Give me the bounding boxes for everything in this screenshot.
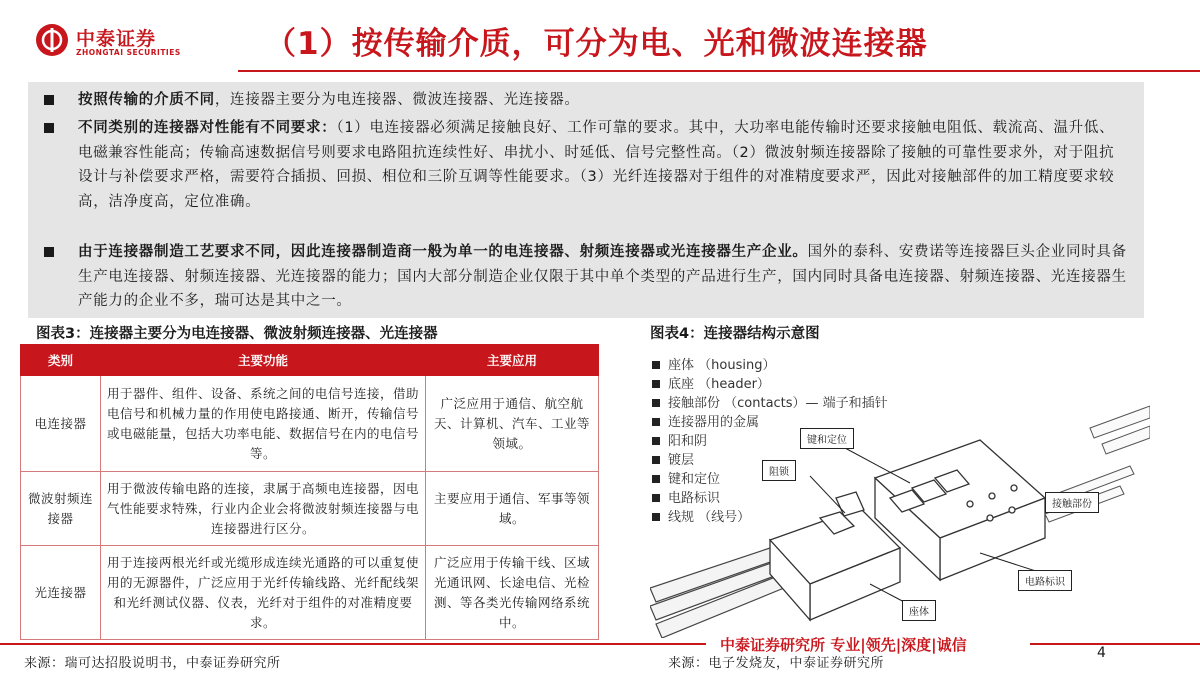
header-divider — [238, 70, 1200, 72]
legend-item: 底座 （header） — [652, 373, 770, 392]
row-category: 电连接器 — [21, 376, 101, 472]
page-title: （1）按传输介质，可分为电、光和微波连接器 — [265, 26, 928, 62]
row-category: 光连接器 — [21, 546, 101, 640]
logo-emblem-icon — [36, 24, 68, 56]
figure4-source: 来源：电子发烧友，中泰证券研究所 — [668, 656, 885, 671]
summary-bullet-3 — [44, 240, 1128, 314]
legend-square-icon — [652, 513, 660, 521]
bullet-2-text: （1）电连接器必须满足接触良好、工作可靠的要求。其中，大功率电能传输时还要求接触电阻低、载流高、温升低、电磁兼容性能高；传输高速数据信号则要求电路阻抗连续性好、串扰小、时延低、信号完整性高。（2）微波射频连接器除了接触的可靠性要求外，对于阻抗设计与补偿要求严格，需要符合插损、回损、相位和三阶互调等性能要求。（3）光纤连接器对于组件的对准精度要求严，因此对接触部件的加工精度要求较高，洁净度高，定位准确。 — [78, 120, 1115, 210]
legend-item: 座体 （housing） — [652, 354, 775, 373]
legend-square-icon — [652, 437, 660, 445]
bullet-1-bold: 按照传输的介质不同 — [78, 92, 215, 108]
summary-bullet-2 — [44, 116, 1128, 214]
summary-bullet-1 — [44, 88, 1128, 113]
summary-box — [28, 82, 1144, 318]
logo-text-en: ZHONGTAI SECURITIES — [76, 48, 181, 57]
callout-contacts: 接触部份 — [1045, 492, 1099, 513]
row-application: 广泛应用于传输干线、区域光通讯网、长途电信、光检测、等各类光传输网络系统中。 — [426, 546, 599, 640]
table-row — [21, 546, 599, 640]
row-application: 主要应用于通信、军事等领域。 — [426, 472, 599, 546]
bullet-3-text: 国外的泰科、安费诺等连接器巨头企业同时具备生产电连接器、射频连接器、光连接器的能力；国内大部分制造企业仅限于其中单个类型的产品进行生产，国内同时具备电连接器、射频连接器、光连接器生产能力的企业不多，瑞可达是其中之一。 — [78, 244, 1127, 309]
logo — [36, 24, 206, 62]
callout-circuit: 电路标识 — [1018, 570, 1072, 591]
bullet-2-bold: 不同类别的连接器对性能有不同要求： — [78, 120, 337, 136]
table-header-row — [21, 345, 599, 376]
legend-square-icon — [652, 418, 660, 426]
legend-item: 镀层 — [652, 449, 694, 468]
row-function: 用于器件、组件、设备、系统之间的电信号连接，借助电信号和机械力量的作用使电路接通、断开，传输信号或电磁能量，包括大功率电能、数据信号在内的电信号等。 — [101, 376, 426, 472]
header-category: 类别 — [21, 345, 101, 376]
legend-item: 键和定位 — [652, 468, 720, 487]
logo-text-cn: 中泰证券 — [76, 28, 157, 50]
legend-square-icon — [652, 380, 660, 388]
figure3-title: 图表3：连接器主要分为电连接器、微波射频连接器、光连接器 — [36, 326, 438, 342]
bullet-3-bold: 由于连接器制造工艺要求不同，因此连接器制造商一般为单一的电连接器、射频连接器或光连接器生产企业。 — [78, 244, 808, 260]
table-row — [21, 472, 599, 546]
callout-key: 键和定位 — [800, 428, 854, 449]
legend-item: 电路标识 — [652, 487, 720, 506]
legend-item: 连接器用的金属 — [652, 411, 759, 430]
legend-square-icon — [652, 475, 660, 483]
row-application: 广泛应用于通信、航空航天、计算机、汽车、工业等领域。 — [426, 376, 599, 472]
legend-square-icon — [652, 399, 660, 407]
callout-housing: 座体 — [902, 600, 936, 621]
legend-item: 接触部份 （contacts）— 端子和插针 — [652, 392, 888, 411]
legend-item: 阳和阴 — [652, 430, 707, 449]
legend-square-icon — [652, 494, 660, 502]
table-row — [21, 376, 599, 472]
row-function: 用于连接两根光纤或光缆形成连续光通路的可以重复使用的无源器件，广泛应用于光纤传输线路、光纤配线架和光纤测试仪器、仪表，光纤对于组件的对准精度要求。 — [101, 546, 426, 640]
bullet-1-text: ，连接器主要分为电连接器、微波连接器、光连接器。 — [214, 92, 580, 108]
legend-square-icon — [652, 361, 660, 369]
footer-divider-left — [0, 643, 706, 645]
figure4-title: 图表4：连接器结构示意图 — [650, 326, 820, 342]
page-number: 4 — [1097, 645, 1106, 661]
figure3-source: 来源：瑞可达招股说明书，中泰证券研究所 — [24, 656, 281, 671]
bullet-square-icon — [44, 123, 54, 133]
legend-square-icon — [652, 456, 660, 464]
row-category: 微波射频连接器 — [21, 472, 101, 546]
legend-item: 线规 （线号） — [652, 506, 750, 525]
connector-table — [20, 344, 599, 640]
row-function: 用于微波传输电路的连接，隶属于高频电连接器，因电气性能要求特殊，行业内企业会将微波射频连接器与电连接器进行区分。 — [101, 472, 426, 546]
header-function: 主要功能 — [101, 345, 426, 376]
bullet-square-icon — [44, 247, 54, 257]
callout-lock: 阻锁 — [762, 460, 796, 481]
footer-slogan: 中泰证券研究所 专业|领先|深度|诚信 — [720, 636, 967, 654]
footer-divider-right — [1030, 643, 1200, 645]
header-application: 主要应用 — [426, 345, 599, 376]
bullet-square-icon — [44, 95, 54, 105]
connector-structure-diagram — [650, 348, 1150, 638]
